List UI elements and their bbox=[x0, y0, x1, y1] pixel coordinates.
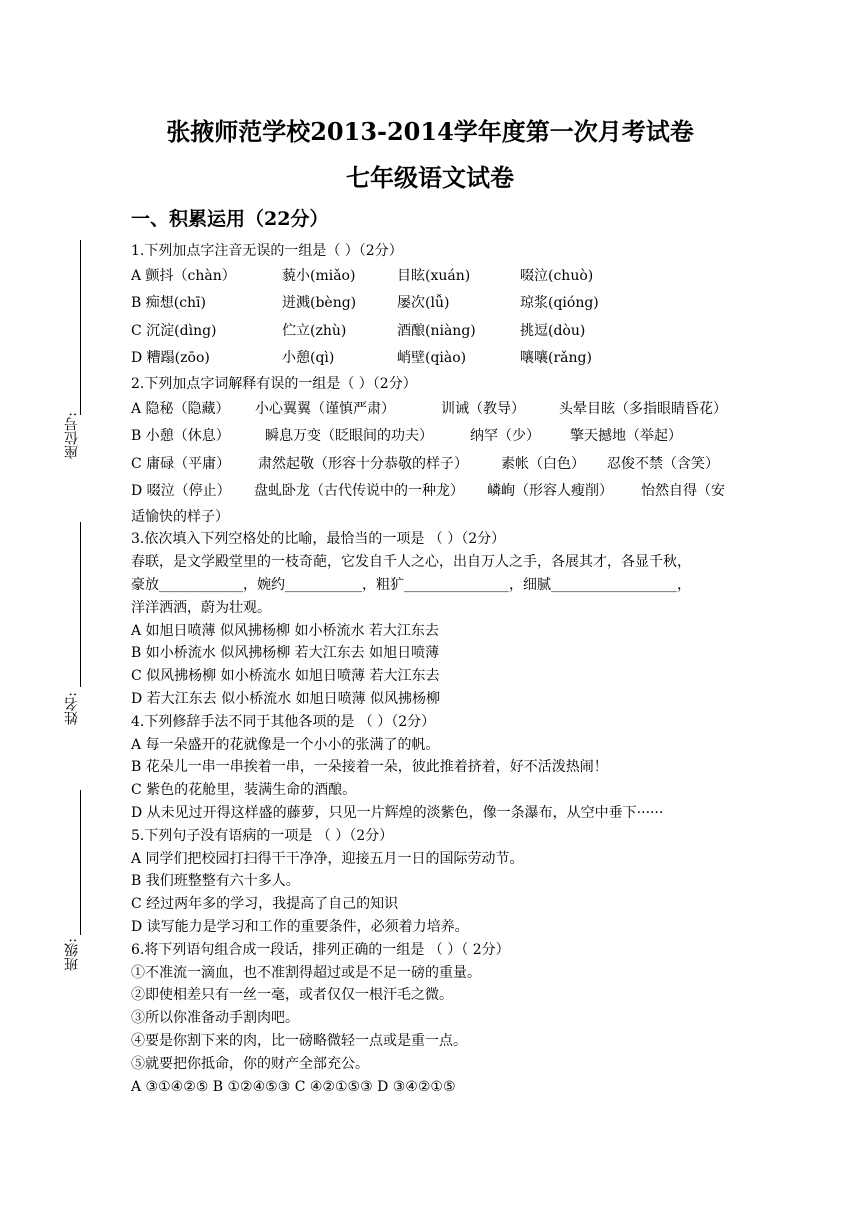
question-4-option-a: A 每一朵盛开的花就像是一个小小的张满了的帆。 bbox=[131, 736, 440, 753]
binding-line bbox=[80, 522, 81, 687]
option-item: 琼浆(qióng) bbox=[520, 295, 599, 312]
question-1-option-a bbox=[131, 263, 741, 291]
option-item: 峭壁(qiào) bbox=[397, 350, 467, 367]
class-label: 班级: bbox=[64, 938, 80, 971]
option-item: 擎天撼地（举起） bbox=[570, 428, 682, 445]
question-3-stem: 3.依次填入下列空格处的比喻，最恰当的一项是 （ ）（2分） bbox=[131, 531, 506, 548]
option-item: 素帐（白色） bbox=[501, 455, 585, 472]
question-1-option-d bbox=[131, 345, 741, 373]
question-1-option-b bbox=[131, 290, 741, 318]
question-4-stem: 4.下列修辞手法不同于其他各项的是 （ ）（2分） bbox=[131, 713, 436, 730]
question-3-option-b: B 如小桥流水 似风拂杨柳 若大江东去 如旭日喷薄 bbox=[131, 645, 440, 662]
question-3-option-a: A 如旭日喷薄 似风拂杨柳 如小桥流水 若大江东去 bbox=[131, 622, 439, 639]
question-4-option-d: D 从未见过开得这样盛的藤萝，只见一片辉煌的淡紫色，像一条瀑布，从空中垂下······ bbox=[131, 804, 664, 821]
exam-title: 张掖师范学校2013-2014学年度第一次月考试卷 bbox=[166, 117, 694, 146]
exam-subtitle: 七年级语文试卷 bbox=[346, 163, 514, 192]
question-3-passage-end: 洋洋洒洒，蔚为壮观。 bbox=[131, 599, 271, 616]
question-5-option-a: A 同学们把校园打扫得干干净净，迎接五月一日的国际劳动节。 bbox=[131, 850, 524, 867]
section-heading: 一、积累运用（22分） bbox=[131, 208, 329, 230]
question-5-option-d: D 读写能力是学习和工作的重要条件，必须着力培养。 bbox=[131, 918, 469, 935]
option-item: 怡然自得（安 bbox=[641, 483, 725, 500]
option-item: 挑逗(dòu) bbox=[520, 322, 586, 339]
question-3-option-c: C 似风拂杨柳 如小桥流水 如旭日喷薄 若大江东去 bbox=[131, 668, 440, 685]
name-label: 姓名: bbox=[64, 692, 80, 725]
question-6-sentence-3: ③所以你准备动手割肉吧。 bbox=[131, 1010, 299, 1027]
option-item: 藐小(miǎo) bbox=[282, 267, 356, 284]
question-5-option-c: C 经过两年多的学习，我提高了自己的知识 bbox=[131, 896, 399, 913]
option-item: B 痴想(chī) bbox=[131, 295, 206, 312]
option-item: 目眩(xuán) bbox=[397, 267, 471, 284]
option-item: 头晕目眩（多指眼睛昏花） bbox=[559, 400, 727, 417]
option-item: 迸溅(bèng) bbox=[282, 295, 357, 312]
option-item: A 隐秘（隐藏） bbox=[131, 400, 230, 417]
question-2-option-b bbox=[131, 423, 741, 451]
exam-content bbox=[131, 240, 741, 1098]
option-item: B 小憩（休息） bbox=[131, 428, 230, 445]
seat-number-label: 座位号: bbox=[64, 412, 80, 459]
option-item: D 糟蹋(zōo) bbox=[131, 350, 210, 367]
option-item: 肃然起敬（形容十分恭敬的样子） bbox=[258, 455, 468, 472]
binding-line bbox=[80, 790, 81, 935]
question-2-stem: 2.下列加点字词解释有误的一组是（ ）（2分） bbox=[131, 375, 417, 392]
question-6-options: A ③①④②⑤ B ①②④⑤③ C ④②①⑤③ D ③④②①⑤ bbox=[131, 1078, 456, 1095]
question-4-option-c: C 紫色的花舱里，装满生命的酒酿。 bbox=[131, 782, 357, 799]
option-item: 伫立(zhù) bbox=[282, 322, 347, 339]
question-3-passage: 春联，是文学殿堂里的一枝奇葩，它发自千人之心，出自万人之手，各展其才，各显千秋， bbox=[131, 554, 691, 571]
question-6-sentence-5: ⑤就要把你抵命，你的财产全部充公。 bbox=[131, 1055, 369, 1072]
question-2-option-a bbox=[131, 396, 741, 424]
question-1-option-c bbox=[131, 318, 741, 346]
question-3-option-d: D 若大江东去 似小桥流水 如旭日喷薄 似风拂杨柳 bbox=[131, 690, 441, 707]
option-item: C 庸碌（平庸） bbox=[131, 455, 231, 472]
question-6-sentence-2: ②即使相差只有一丝一毫，或者仅仅一根汗毛之微。 bbox=[131, 987, 453, 1004]
option-item: 小憩(qì) bbox=[282, 350, 335, 367]
question-2-option-d bbox=[131, 478, 741, 506]
option-item: C 沉淀(dìng) bbox=[131, 322, 217, 339]
option-item: 盘虬卧龙（古代传说中的一种龙） bbox=[254, 483, 464, 500]
question-6-stem: 6.将下列语句组合成一段话，排列正确的一组是 （ ）（ 2分） bbox=[131, 941, 510, 958]
option-item: 训诫（教导） bbox=[441, 400, 525, 417]
question-2-option-d-continued: 适愉快的样子） bbox=[131, 508, 229, 525]
question-3-passage-blanks: 豪放____________，婉约___________，粗犷_______________，细腻__________________， bbox=[131, 576, 691, 593]
question-6-sentence-4: ④要是你割下来的肉，比一磅略微轻一点或是重一点。 bbox=[131, 1032, 467, 1049]
option-item: 嚷嚷(rǎng) bbox=[520, 350, 592, 367]
question-6-sentence-1: ①不准流一滴血，也不准割得超过或是不足一磅的重量。 bbox=[131, 964, 481, 981]
option-item: 嶙峋（形容人瘦削） bbox=[487, 483, 613, 500]
question-1-stem: 1.下列加点字注音无误的一组是（ ）（2分） bbox=[131, 243, 403, 259]
binding-line bbox=[80, 240, 81, 415]
question-4-option-b: B 花朵儿一串一串挨着一串，一朵接着一朵，彼此推着挤着，好不活泼热闹！ bbox=[131, 759, 608, 776]
option-item: 啜泣(chuò) bbox=[520, 267, 594, 284]
option-item: 纳罕（少） bbox=[470, 428, 540, 445]
question-5-stem: 5.下列句子没有语病的一项是 （ ）（2分） bbox=[131, 827, 394, 844]
question-5-option-b: B 我们班整整有六十多人。 bbox=[131, 873, 300, 890]
option-item: 忍俊不禁（含笑） bbox=[607, 455, 719, 472]
option-item: A 颤抖（chàn） bbox=[131, 267, 236, 284]
option-item: 小心翼翼（谨慎严肃） bbox=[255, 400, 395, 417]
option-item: 屡次(lǚ) bbox=[397, 295, 450, 312]
option-item: D 啜泣（停止） bbox=[131, 483, 231, 500]
question-2-option-c bbox=[131, 451, 741, 479]
option-item: 酒酿(niàng) bbox=[397, 322, 476, 339]
option-item: 瞬息万变（眨眼间的功夫） bbox=[265, 428, 433, 445]
